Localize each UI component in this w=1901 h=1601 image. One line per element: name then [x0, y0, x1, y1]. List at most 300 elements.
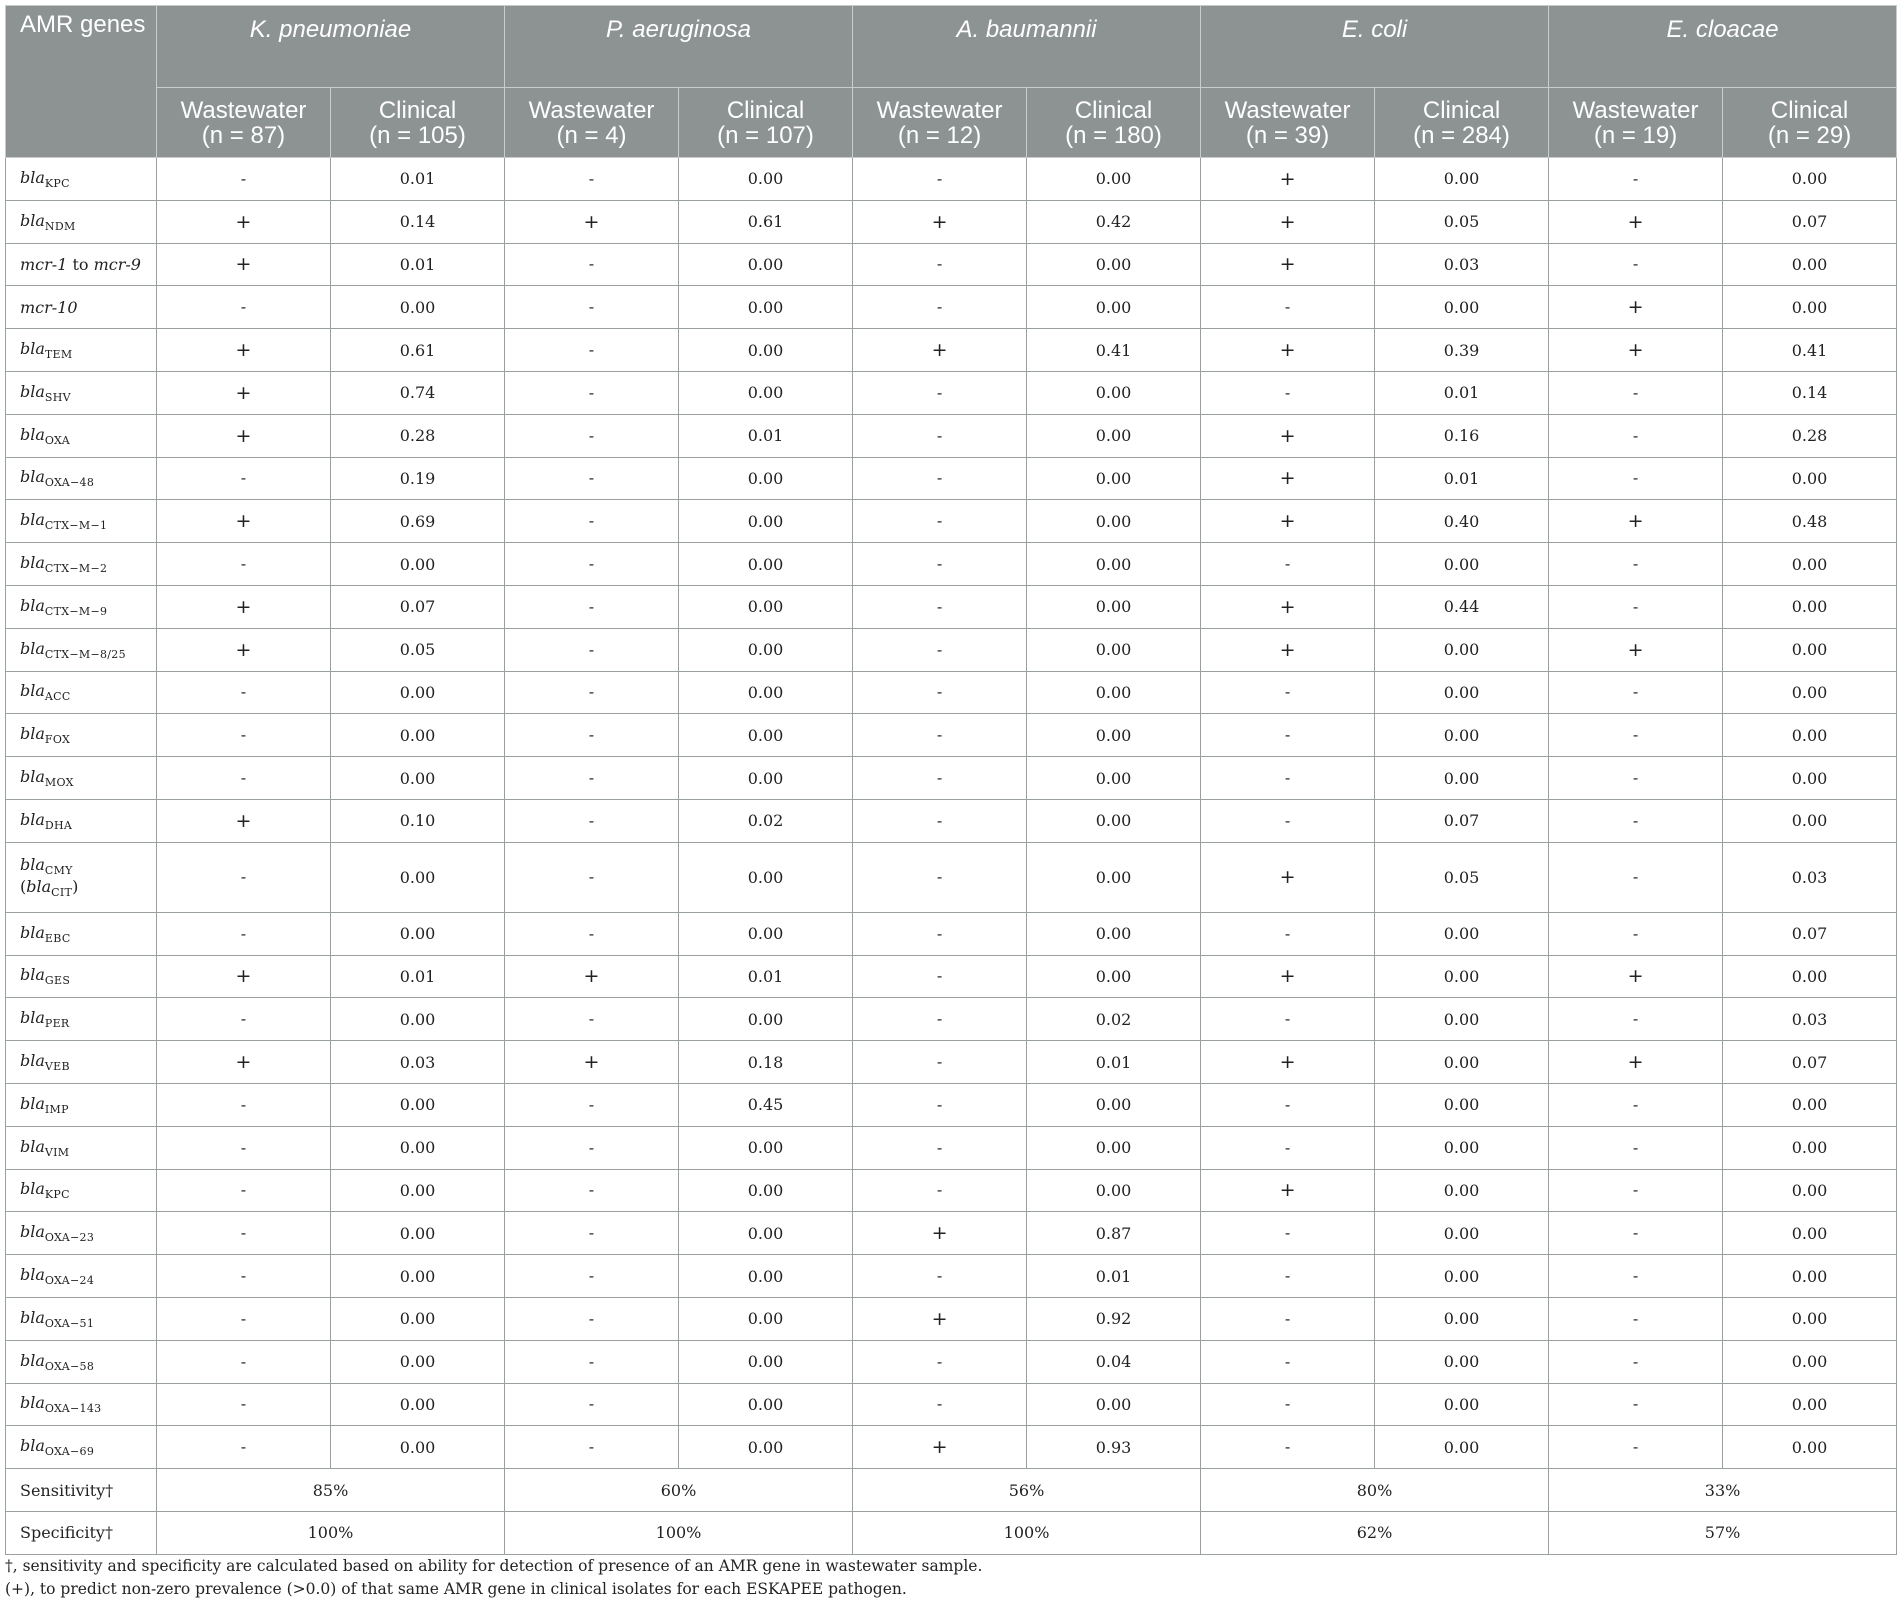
clinical-prevalence-cell: 0.00: [1375, 286, 1549, 329]
clinical-prevalence-cell: 0.00: [1723, 671, 1897, 714]
footnote-sensitivity: †, sensitivity and specificity are calculated based on ability for detection of presence of an AMR gene in wastewater sample.: [5, 1557, 983, 1575]
wastewater-detection-cell: -: [1201, 799, 1375, 842]
clinical-prevalence-cell: 0.00: [331, 1126, 505, 1169]
gene-name: bla: [20, 338, 45, 358]
wastewater-detection-cell: -: [1549, 1083, 1723, 1126]
wastewater-detection-cell: -: [1201, 1126, 1375, 1169]
clinical-prevalence-cell: 0.04: [1027, 1340, 1201, 1383]
wastewater-detection-cell: -: [1201, 757, 1375, 800]
gene-name-cell: [6, 329, 157, 372]
clinical-prevalence-cell: 0.00: [1375, 912, 1549, 955]
wastewater-detection-cell: -: [1201, 1426, 1375, 1469]
wastewater-detection-cell: -: [853, 457, 1027, 500]
gene-name: mcr-10: [20, 297, 78, 317]
clinical-prevalence-cell: 0.00: [1027, 243, 1201, 286]
clinical-prevalence-cell: 0.00: [1027, 628, 1201, 671]
wastewater-detection-cell: -: [853, 1340, 1027, 1383]
gene-name: bla: [20, 681, 45, 701]
wastewater-detection-cell: -: [157, 998, 331, 1041]
wastewater-label: Wastewater: [1572, 96, 1699, 124]
gene-name-cell: [6, 1426, 157, 1469]
table-row: [6, 842, 1897, 912]
wastewater-detection-cell: +: [157, 371, 331, 414]
gene-subscript: OXA−143: [44, 1402, 102, 1416]
wastewater-detection-cell: -: [853, 585, 1027, 628]
clinical-n-label: (n = 29): [1767, 121, 1852, 149]
gene-name: bla: [20, 510, 45, 530]
table-row: [6, 329, 1897, 372]
summary-value: 100%: [157, 1511, 505, 1554]
clinical-prevalence-cell: 0.00: [1723, 1383, 1897, 1426]
clinical-prevalence-cell: 0.07: [1375, 799, 1549, 842]
clinical-prevalence-cell: 0.61: [331, 329, 505, 372]
gene-name-cell: [6, 1255, 157, 1298]
wastewater-detection-cell: +: [157, 955, 331, 998]
clinical-prevalence-cell: 0.00: [331, 1212, 505, 1255]
clinical-prevalence-cell: 0.00: [679, 1426, 853, 1469]
summary-label: Sensitivity†: [6, 1469, 157, 1512]
gene-name: bla: [20, 766, 45, 786]
wastewater-detection-cell: -: [505, 912, 679, 955]
clinical-prevalence-cell: 0.00: [679, 1340, 853, 1383]
wastewater-detection-cell: +: [853, 1426, 1027, 1469]
clinical-prevalence-cell: 0.00: [331, 757, 505, 800]
corner-label: AMR genes: [6, 6, 157, 158]
wastewater-detection-cell: +: [157, 500, 331, 543]
wastewater-n-label: (n = 19): [1593, 121, 1678, 149]
clinical-prevalence-cell: 0.44: [1375, 585, 1549, 628]
summary-value: 85%: [157, 1469, 505, 1512]
clinical-prevalence-cell: 0.00: [1723, 757, 1897, 800]
clinical-prevalence-cell: 0.00: [679, 1297, 853, 1340]
gene-name: bla: [20, 381, 45, 401]
clinical-prevalence-cell: 0.00: [679, 842, 853, 912]
wastewater-detection-cell: -: [853, 414, 1027, 457]
wastewater-detection-cell: -: [1549, 158, 1723, 201]
clinical-prevalence-cell: 0.00: [1027, 1383, 1201, 1426]
gene-name: bla: [20, 595, 45, 615]
clinical-prevalence-cell: 0.00: [331, 1169, 505, 1212]
wastewater-detection-cell: +: [1549, 286, 1723, 329]
clinical-prevalence-cell: 0.00: [679, 585, 853, 628]
clinical-prevalence-cell: 0.41: [1027, 329, 1201, 372]
wastewater-detection-cell: +: [1201, 243, 1375, 286]
clinical-prevalence-cell: 0.00: [1027, 158, 1201, 201]
clinical-prevalence-cell: 0.00: [1027, 1126, 1201, 1169]
wastewater-detection-cell: +: [1201, 842, 1375, 912]
wastewater-detection-cell: +: [1549, 628, 1723, 671]
clinical-prevalence-cell: 0.07: [1723, 200, 1897, 243]
clinical-prevalence-cell: 0.00: [1723, 628, 1897, 671]
summary-row: [6, 1511, 1897, 1554]
gene-name: bla: [20, 922, 45, 942]
wastewater-detection-cell: -: [1549, 1383, 1723, 1426]
clinical-prevalence-cell: 0.00: [1723, 714, 1897, 757]
table-row: [6, 243, 1897, 286]
wastewater-detection-cell: -: [1201, 286, 1375, 329]
wastewater-detection-cell: -: [1549, 1169, 1723, 1212]
wastewater-detection-cell: -: [1201, 1212, 1375, 1255]
gene-name-cell: [6, 543, 157, 586]
wastewater-detection-cell: +: [1549, 1041, 1723, 1084]
clinical-prevalence-cell: 0.00: [1375, 1383, 1549, 1426]
clinical-prevalence-cell: 0.00: [1723, 1255, 1897, 1298]
gene-name: bla: [20, 1179, 45, 1199]
table-row: [6, 457, 1897, 500]
gene-paren: ): [72, 877, 79, 897]
wastewater-detection-cell: -: [157, 1083, 331, 1126]
gene-paren: (: [20, 877, 27, 897]
table-row: [6, 1297, 1897, 1340]
wastewater-detection-cell: -: [1201, 1340, 1375, 1383]
gene-subscript: DHA: [44, 818, 73, 832]
clinical-prevalence-cell: 0.00: [331, 543, 505, 586]
wastewater-detection-cell: -: [505, 585, 679, 628]
clinical-prevalence-cell: 0.00: [1027, 671, 1201, 714]
wastewater-detection-cell: +: [1201, 585, 1375, 628]
clinical-prevalence-cell: 0.00: [1375, 1169, 1549, 1212]
gene-subscript: CTX−M−8/25: [44, 647, 126, 661]
summary-label: Specificity†: [6, 1511, 157, 1554]
clinical-prevalence-cell: 0.00: [331, 286, 505, 329]
clinical-n-label: (n = 284): [1413, 121, 1510, 149]
table-row: [6, 1426, 1897, 1469]
wastewater-detection-cell: -: [1549, 912, 1723, 955]
clinical-n-label: (n = 107): [717, 121, 814, 149]
gene-name-cell: [6, 457, 157, 500]
clinical-prevalence-cell: 0.00: [679, 1126, 853, 1169]
clinical-prevalence-cell: 0.61: [679, 200, 853, 243]
clinical-prevalence-cell: 0.05: [1375, 842, 1549, 912]
clinical-prevalence-cell: 0.00: [679, 757, 853, 800]
gene-name-cell: [6, 1212, 157, 1255]
gene-name-cell: [6, 1083, 157, 1126]
gene-name-cell: [6, 1297, 157, 1340]
clinical-prevalence-cell: 0.00: [679, 1169, 853, 1212]
wastewater-detection-cell: -: [853, 628, 1027, 671]
wastewater-detection-cell: -: [157, 912, 331, 955]
clinical-prevalence-cell: 0.03: [1723, 842, 1897, 912]
wastewater-n-label: (n = 39): [1245, 121, 1330, 149]
clinical-prevalence-cell: 0.00: [679, 998, 853, 1041]
wastewater-detection-cell: -: [1201, 714, 1375, 757]
wastewater-detection-cell: -: [853, 1126, 1027, 1169]
wastewater-n-label: (n = 12): [897, 121, 982, 149]
gene-name-cell: [6, 500, 157, 543]
gene-name-cell: [6, 671, 157, 714]
gene-name: bla: [20, 1222, 45, 1242]
wastewater-detection-cell: +: [1549, 500, 1723, 543]
wastewater-detection-cell: -: [157, 714, 331, 757]
wastewater-detection-cell: -: [1201, 671, 1375, 714]
clinical-prevalence-cell: 0.01: [331, 243, 505, 286]
clinical-prevalence-cell: 0.00: [1375, 1083, 1549, 1126]
clinical-prevalence-cell: 0.00: [331, 1083, 505, 1126]
clinical-prevalence-cell: 0.48: [1723, 500, 1897, 543]
wastewater-detection-cell: -: [1201, 998, 1375, 1041]
clinical-prevalence-cell: 0.01: [331, 955, 505, 998]
clinical-prevalence-cell: 0.00: [679, 243, 853, 286]
clinical-prevalence-cell: 0.00: [331, 1297, 505, 1340]
gene-name-cell: [6, 1383, 157, 1426]
clinical-prevalence-cell: 0.00: [1375, 671, 1549, 714]
summary-value: 57%: [1549, 1511, 1897, 1554]
gene-name-cell: [6, 714, 157, 757]
species-header: K. pneumoniae: [157, 6, 505, 88]
clinical-prevalence-cell: 0.00: [1027, 757, 1201, 800]
wastewater-detection-cell: -: [1549, 457, 1723, 500]
clinical-prevalence-cell: 0.00: [1375, 1297, 1549, 1340]
clinical-prevalence-cell: 0.16: [1375, 414, 1549, 457]
clinical-prevalence-cell: 0.00: [1723, 1169, 1897, 1212]
wastewater-detection-cell: +: [157, 329, 331, 372]
wastewater-detection-cell: -: [505, 286, 679, 329]
clinical-prevalence-cell: 0.00: [1723, 243, 1897, 286]
clinical-prevalence-cell: 0.00: [331, 842, 505, 912]
wastewater-detection-cell: -: [157, 1383, 331, 1426]
gene-name-cell: [6, 955, 157, 998]
wastewater-detection-cell: -: [1549, 1340, 1723, 1383]
clinical-prevalence-cell: 0.00: [331, 1426, 505, 1469]
clinical-prevalence-cell: 0.00: [1375, 714, 1549, 757]
wastewater-header: [1549, 88, 1723, 158]
clinical-prevalence-cell: 0.03: [1723, 998, 1897, 1041]
clinical-prevalence-cell: 0.03: [1375, 243, 1549, 286]
clinical-label: Clinical: [378, 96, 457, 124]
wastewater-detection-cell: -: [505, 457, 679, 500]
wastewater-detection-cell: -: [505, 714, 679, 757]
wastewater-detection-cell: -: [853, 158, 1027, 201]
wastewater-detection-cell: +: [1549, 329, 1723, 372]
clinical-n-label: (n = 180): [1065, 121, 1162, 149]
gene-subscript: OXA−23: [44, 1231, 95, 1245]
clinical-prevalence-cell: 0.10: [331, 799, 505, 842]
gene-name: bla: [20, 1093, 45, 1113]
clinical-label: Clinical: [726, 96, 805, 124]
gene-name: bla: [20, 1436, 45, 1456]
gene-subscript: SHV: [44, 390, 71, 404]
clinical-prevalence-cell: 0.00: [679, 543, 853, 586]
clinical-prevalence-cell: 0.01: [331, 158, 505, 201]
wastewater-header: [853, 88, 1027, 158]
wastewater-detection-cell: -: [157, 1255, 331, 1298]
clinical-prevalence-cell: 0.41: [1723, 329, 1897, 372]
wastewater-detection-cell: -: [505, 998, 679, 1041]
clinical-prevalence-cell: 0.42: [1027, 200, 1201, 243]
clinical-label: Clinical: [1422, 96, 1501, 124]
gene-name: bla: [20, 424, 45, 444]
wastewater-detection-cell: -: [157, 757, 331, 800]
clinical-prevalence-cell: 0.39: [1375, 329, 1549, 372]
gene-name: bla: [20, 167, 45, 187]
wastewater-detection-cell: -: [505, 500, 679, 543]
table-row: [6, 1083, 1897, 1126]
clinical-prevalence-cell: 0.00: [679, 158, 853, 201]
table-row: [6, 1126, 1897, 1169]
wastewater-detection-cell: -: [505, 1255, 679, 1298]
clinical-prevalence-cell: 0.28: [331, 414, 505, 457]
gene-name: bla: [20, 1307, 45, 1327]
wastewater-detection-cell: -: [1549, 1126, 1723, 1169]
gene-subscript: EBC: [44, 931, 71, 945]
clinical-prevalence-cell: 0.18: [679, 1041, 853, 1084]
wastewater-detection-cell: +: [1201, 200, 1375, 243]
gene-name: bla: [20, 1393, 45, 1413]
wastewater-detection-cell: +: [1201, 414, 1375, 457]
clinical-prevalence-cell: 0.00: [1027, 1083, 1201, 1126]
clinical-prevalence-cell: 0.07: [331, 585, 505, 628]
clinical-prevalence-cell: 0.69: [331, 500, 505, 543]
gene-name: bla: [20, 1264, 45, 1284]
gene-name-cell: [6, 286, 157, 329]
wastewater-detection-cell: +: [1201, 1169, 1375, 1212]
clinical-prevalence-cell: 0.00: [1027, 799, 1201, 842]
wastewater-detection-cell: +: [1201, 158, 1375, 201]
clinical-prevalence-cell: 0.00: [331, 1255, 505, 1298]
wastewater-detection-cell: +: [1201, 329, 1375, 372]
table-row: [6, 714, 1897, 757]
gene-subscript: NDM: [44, 219, 76, 233]
gene-name: bla: [20, 809, 45, 829]
wastewater-detection-cell: -: [157, 286, 331, 329]
table-row: [6, 500, 1897, 543]
wastewater-detection-cell: -: [157, 1126, 331, 1169]
summary-row: [6, 1469, 1897, 1512]
clinical-prevalence-cell: 0.00: [1723, 1126, 1897, 1169]
wastewater-detection-cell: -: [853, 671, 1027, 714]
gene-name: mcr-1: [20, 254, 68, 274]
gene-name-cell: [6, 1041, 157, 1084]
table-row: [6, 1041, 1897, 1084]
gene-name: bla: [20, 1136, 45, 1156]
clinical-prevalence-cell: 0.00: [1723, 1212, 1897, 1255]
table-row: [6, 286, 1897, 329]
gene-name: bla: [20, 724, 45, 744]
gene-name: bla: [20, 210, 45, 230]
wastewater-detection-cell: +: [853, 200, 1027, 243]
clinical-prevalence-cell: 0.87: [1027, 1212, 1201, 1255]
gene-subscript: OXA−24: [44, 1274, 95, 1288]
wastewater-detection-cell: -: [157, 1297, 331, 1340]
wastewater-detection-cell: -: [853, 543, 1027, 586]
clinical-header: [679, 88, 853, 158]
summary-value: 56%: [853, 1469, 1201, 1512]
wastewater-detection-cell: -: [853, 799, 1027, 842]
clinical-prevalence-cell: 0.01: [1027, 1041, 1201, 1084]
clinical-prevalence-cell: 0.00: [1375, 1340, 1549, 1383]
gene-subscript: TEM: [44, 348, 73, 362]
wastewater-detection-cell: -: [853, 371, 1027, 414]
sample-header-row: [6, 88, 1897, 158]
wastewater-detection-cell: -: [853, 1169, 1027, 1212]
table-header: [6, 6, 1897, 158]
clinical-prevalence-cell: 0.00: [679, 457, 853, 500]
gene-name-cell: [6, 799, 157, 842]
gene-name-cell: [6, 414, 157, 457]
gene-subscript: OXA−48: [44, 476, 95, 490]
wastewater-detection-cell: -: [853, 500, 1027, 543]
wastewater-detection-cell: -: [1201, 1383, 1375, 1426]
wastewater-detection-cell: -: [1549, 757, 1723, 800]
clinical-prevalence-cell: 0.00: [1027, 500, 1201, 543]
clinical-prevalence-cell: 0.00: [1027, 457, 1201, 500]
gene-name: bla: [20, 965, 45, 985]
wastewater-detection-cell: +: [1201, 628, 1375, 671]
wastewater-detection-cell: +: [505, 955, 679, 998]
gene-name: mcr-9: [93, 254, 141, 274]
wastewater-detection-cell: -: [853, 1383, 1027, 1426]
wastewater-detection-cell: +: [157, 628, 331, 671]
table-row: [6, 158, 1897, 201]
clinical-prevalence-cell: 0.00: [1027, 912, 1201, 955]
wastewater-detection-cell: -: [1201, 1297, 1375, 1340]
clinical-prevalence-cell: 0.14: [331, 200, 505, 243]
table-row: [6, 955, 1897, 998]
clinical-prevalence-cell: 0.00: [331, 1340, 505, 1383]
wastewater-detection-cell: -: [853, 842, 1027, 912]
clinical-prevalence-cell: 0.00: [331, 714, 505, 757]
clinical-prevalence-cell: 0.28: [1723, 414, 1897, 457]
clinical-prevalence-cell: 0.05: [1375, 200, 1549, 243]
table-row: [6, 1212, 1897, 1255]
clinical-prevalence-cell: 0.00: [1375, 757, 1549, 800]
wastewater-detection-cell: -: [1201, 1083, 1375, 1126]
gene-name-cell: [6, 585, 157, 628]
clinical-prevalence-cell: 0.00: [1375, 1126, 1549, 1169]
clinical-prevalence-cell: 0.00: [1723, 1297, 1897, 1340]
clinical-prevalence-cell: 0.00: [679, 1383, 853, 1426]
clinical-header: [331, 88, 505, 158]
summary-value: 33%: [1549, 1469, 1897, 1512]
table-row: [6, 912, 1897, 955]
table-body: [6, 158, 1897, 1555]
wastewater-detection-cell: -: [1201, 371, 1375, 414]
clinical-prevalence-cell: 0.93: [1027, 1426, 1201, 1469]
clinical-prevalence-cell: 0.02: [1027, 998, 1201, 1041]
wastewater-header: [157, 88, 331, 158]
gene-name: bla: [20, 1050, 45, 1070]
gene-name: bla: [20, 638, 45, 658]
clinical-prevalence-cell: 0.07: [1723, 1041, 1897, 1084]
wastewater-detection-cell: +: [853, 1297, 1027, 1340]
gene-subscript: OXA−58: [44, 1359, 95, 1373]
table-row: [6, 1340, 1897, 1383]
wastewater-detection-cell: -: [505, 1083, 679, 1126]
wastewater-detection-cell: -: [1201, 912, 1375, 955]
clinical-n-label: (n = 105): [369, 121, 466, 149]
table-row: [6, 371, 1897, 414]
wastewater-detection-cell: -: [505, 1169, 679, 1212]
gene-name: bla: [20, 1350, 45, 1370]
clinical-prevalence-cell: 0.00: [1723, 955, 1897, 998]
clinical-prevalence-cell: 0.00: [1027, 585, 1201, 628]
wastewater-detection-cell: -: [157, 543, 331, 586]
clinical-prevalence-cell: 0.00: [1375, 1255, 1549, 1298]
gene-subscript: CIT: [51, 886, 73, 900]
wastewater-detection-cell: +: [505, 200, 679, 243]
clinical-prevalence-cell: 0.00: [679, 371, 853, 414]
clinical-prevalence-cell: 0.00: [1027, 286, 1201, 329]
wastewater-detection-cell: -: [1549, 842, 1723, 912]
clinical-prevalence-cell: 0.00: [1723, 1083, 1897, 1126]
gene-subscript: CTX−M−2: [44, 562, 108, 576]
clinical-prevalence-cell: 0.07: [1723, 912, 1897, 955]
gene-subscript: MOX: [44, 776, 74, 790]
summary-value: 100%: [505, 1511, 853, 1554]
wastewater-header: [505, 88, 679, 158]
wastewater-detection-cell: -: [505, 757, 679, 800]
gene-name-cell: [6, 371, 157, 414]
